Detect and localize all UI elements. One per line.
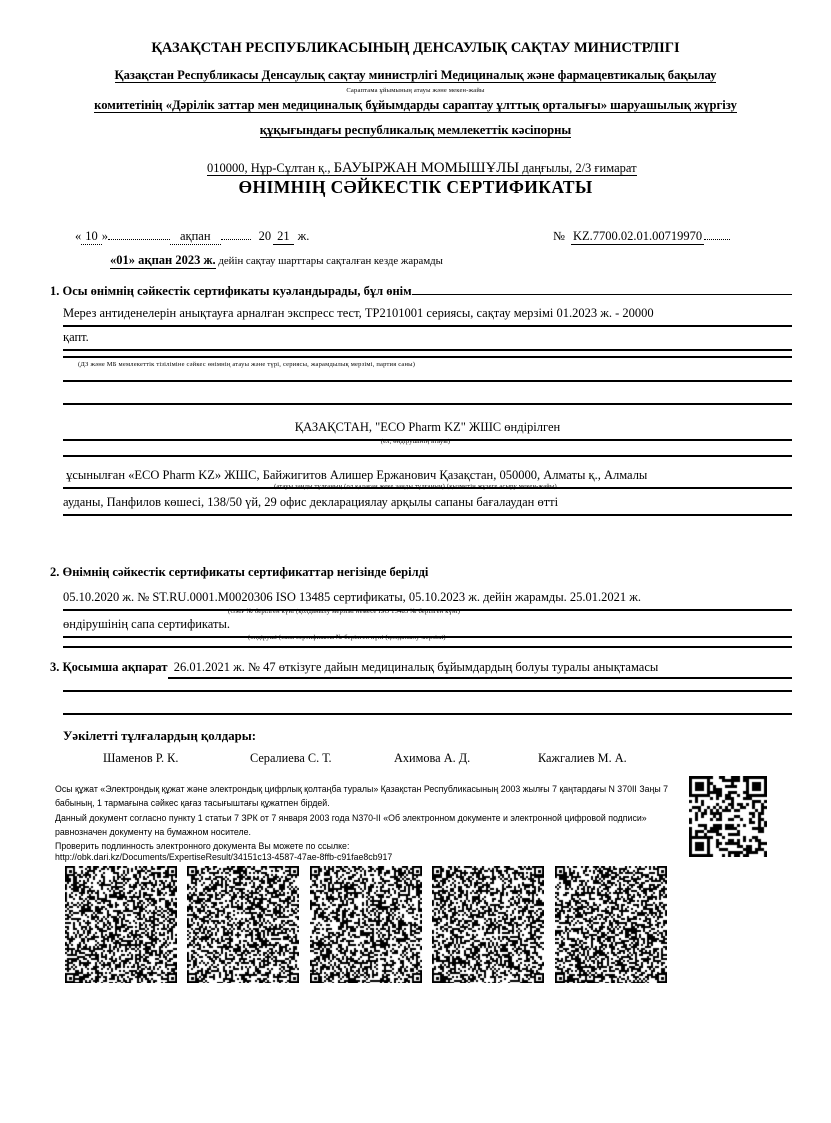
expert-org-line1: Қазақстан Республикасы Денсаулық сақтау министрлігі Медициналық және фармацевтикалық бақылау — [114, 68, 717, 82]
barcode-block — [65, 866, 177, 983]
basis-caption2: (өндіруші (сапа сертификаты № берілген күні (қолданылу мерзімі) — [248, 634, 446, 641]
verify-link[interactable]: http://obk.dari.kz/Documents/ExpertiseResult/34151c13-4587-47ae-8ffb-c91fae8cb917 — [55, 852, 393, 862]
applicant-caption: (атауы заңды тұлғаның (ол қалаған жеке заңды тұлғаның) (қызметін жүзеге асыру мекен-жайы) — [274, 483, 557, 490]
basis-line2: өндірушінің сапа сертификаты. — [63, 614, 792, 638]
number-sign: № — [553, 229, 565, 243]
basis-caption1: (GMP № берілген күні (қолданылу мерзімі немесе ISO 13485 № берілген күні) — [228, 608, 461, 615]
issue-month: ақпан — [170, 229, 221, 245]
horizontal-rule — [63, 356, 792, 358]
barcode-block — [187, 866, 299, 983]
applicant-line1: ұсынылған «ECO Pharm KZ» ЖШС, Байжигитов Алишер Ержанович Қазақстан, 050000, Алматы қ., Алмалы — [63, 465, 792, 489]
section3-row — [50, 660, 792, 679]
horizontal-rule — [63, 646, 792, 648]
signatory-name: Ахимова А. Д. — [394, 751, 471, 765]
issue-open-quote: « — [75, 229, 82, 243]
product-line1: Мерез антиденелерін анықтауға арналған экспресс тест, ТР2101001 сериясы, сақтау мерзімі 01.2023 ж. - 20000 — [63, 303, 792, 327]
section2-heading: 2. Өнімнің сәйкестік сертификаты сертификаттар негізінде берілді — [50, 565, 429, 579]
certificate-number-row — [553, 227, 730, 245]
product-line2: қапт. — [63, 327, 792, 351]
issue-year: 21 — [273, 229, 294, 245]
issue-year-suffix: ж. — [297, 229, 310, 243]
verify-instruction: Проверить подлинность электронного документа Вы можете по ссылке: — [55, 841, 350, 851]
horizontal-rule — [63, 455, 792, 457]
ministry-heading: ҚАЗАҚСТАН РЕСПУБЛИКАСЫНЫҢ ДЕНСАУЛЫҚ САҚТАУ МИНИСТРЛІГІ — [151, 40, 680, 56]
applicant-line2: ауданы, Панфилов көшесі, 138/50 үй, 29 офис декларациялау арқылы сапаны бағалаудан өтті — [63, 492, 792, 516]
signatory-name: Кажгалиев М. А. — [538, 751, 627, 765]
expert-org-line2: комитетінің «Дәрілік заттар мен медициналық бұйымдарды сараптау ұлттық орталығы» шаруашылық жүргізу — [94, 98, 737, 112]
dotted-leader — [704, 227, 730, 240]
blank-line — [412, 294, 792, 295]
signatures-heading: Уәкілетті тұлғалардың қолдары: — [63, 729, 256, 743]
product-caption: (ДЗ және МБ мемлекеттік тізіліміне сәйкес өнімнің атауы және түрі, сериясы, жарамдылық мерзімі, партия саны) — [78, 361, 416, 368]
dotted-leader — [108, 227, 170, 240]
legal-text-ru: Данный документ согласно пункту 1 статьи 7 ЗРК от 7 января 2003 года N370-II «Об электронном документе и электронной цифровой подписи» равнозначен документу на бумажном носителе. — [55, 813, 647, 837]
legal-text-kk: Осы құжат «Электрондық құжат және электрондық цифрлық қолтаңба туралы» Қазақстан Республикасының 2003 жылғы 7 қаңтардағы N 370II Заңы 7 бабының, 1 тармағына сәйкес қағаз тасығыштағы құжатпен бірдей. — [55, 784, 669, 808]
section1-heading-row — [50, 284, 792, 299]
barcode-block — [310, 866, 422, 983]
dotted-leader — [221, 227, 251, 240]
validity-date: «01» ақпан 2023 ж. — [110, 253, 216, 267]
issue-century: 20 — [258, 229, 272, 243]
signatory-name: Шаменов Р. К. — [103, 751, 179, 765]
signatory-name: Сералиева С. Т. — [250, 751, 332, 765]
org-address-post: даңғылы, 2/3 ғимарат — [519, 161, 637, 175]
producer-line: ҚАЗАҚСТАН, "ECO Pharm KZ" ЖШС өндірілген — [63, 417, 792, 441]
issue-date-row — [75, 227, 309, 245]
qr-code — [689, 776, 767, 857]
validity-text: дейін сақтау шарттары сақталған кезде жарамды — [215, 255, 443, 267]
issue-day: 10 — [81, 229, 102, 245]
validity-row — [110, 253, 443, 269]
horizontal-rule — [63, 403, 792, 405]
issue-close-quote: » — [101, 229, 108, 243]
org-address — [207, 161, 637, 176]
section3-text: 26.01.2021 ж. № 47 өткізуге дайын медициналық бұйымдардың болуы туралы анықтамасы — [168, 660, 793, 679]
org-address-main: БАУЫРЖАН МОМЫШҰЛЫ — [333, 160, 520, 176]
basis-line1: 05.10.2020 ж. № ST.RU.0001.М0020306 ISO 13485 сертификаты, 05.10.2023 ж. дейін жарамды. 25.01.2021 ж. — [63, 587, 792, 611]
producer-caption: (ел, өндірушінің атауы) — [380, 438, 451, 445]
barcode-block — [555, 866, 667, 983]
expert-org-line3: құқығындағы республикалық мемлекеттік кәсіпорны — [259, 123, 572, 137]
section1-heading: 1. Осы өнімнің сәйкестік сертификаты куәландырады, бұл өнім — [50, 284, 412, 298]
section3-heading: 3. Қосымша ақпарат — [50, 660, 168, 674]
certificate-number: KZ.7700.02.01.00719970 — [572, 229, 703, 243]
document-title: ӨНІМНІҢ СӘЙКЕСТІК СЕРТИФИКАТЫ — [238, 177, 593, 197]
expert-org-caption: Сараптама ұйымының атауы және мекен-жайы — [346, 87, 485, 94]
horizontal-rule — [63, 690, 792, 692]
horizontal-rule — [63, 713, 792, 715]
barcode-block — [432, 866, 544, 983]
org-address-pre: 010000, Нұр-Сұлтан қ., — [206, 161, 334, 175]
horizontal-rule — [63, 380, 792, 382]
